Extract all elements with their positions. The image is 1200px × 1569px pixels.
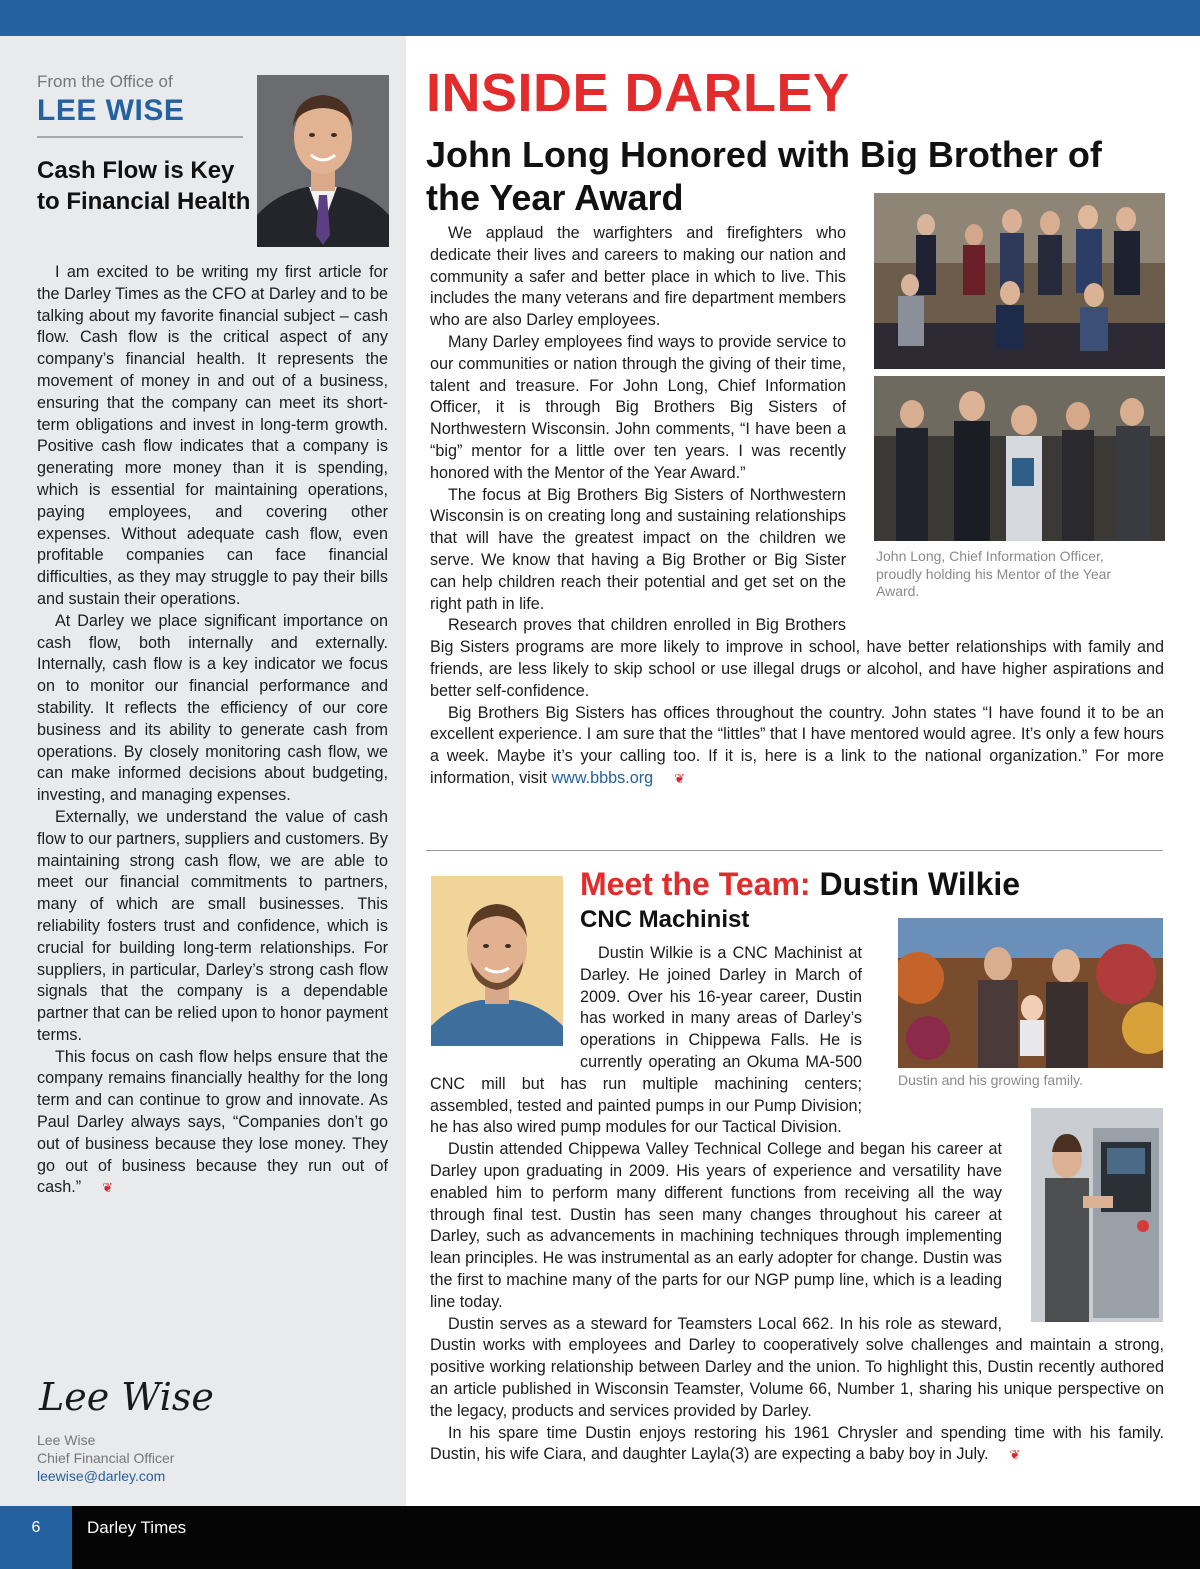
article-title: John Long Honored with Big Brother of the Year Award [426, 134, 1102, 218]
sidebar-paragraph: At Darley we place significant importance on cash flow, both internally and externally. Internally, cash flow is a key indicator we focus on to monitor our financial performance and stability. It reflects the efficiency of our core business and its ability to generate cash from operations. By closely monitoring cash flow, we can make informed decisions about budgeting, investing, and managing expenses. [37, 611, 388, 805]
lee-wise-headshot [257, 75, 389, 247]
team-paragraph [430, 1423, 1164, 1467]
photo-spacer [876, 943, 1164, 1098]
article-paragraph: Many Darley employees find ways to provide service to our communities or nation through the giving of their time, talent and treasure. For John Long, Chief Information Officer, it is through Big Brothers Big Sisters of Northwestern Wisconsin. John comments, “I have been a “big” mentor for a little over ten years. I was recently honored with the Mentor of the Year Award.” [430, 332, 846, 482]
signature-image [37, 1376, 237, 1420]
article-paragraph: Research proves that children enrolled in Big Brothers Big Sisters programs are more likely to improve in school, have better relationships with family and friends, are less likely to skip school or use illegal drugs or alcohol, and have higher aspirations and better self-confidence. [430, 616, 1164, 700]
team-last-paragraph: In his spare time Dustin enjoys restoring his 1961 Chrysler and spending time with his family. Dustin, his wife Ciara, and daughter Layla(3) are expecting a baby boy in July. [430, 1423, 1164, 1464]
photo-spacer [1016, 1106, 1164, 1316]
sidebar-article-title: Cash Flow is Key to Financial Health [37, 157, 251, 215]
from-office-label: From the Office of [37, 72, 173, 91]
article-paragraph: The focus at Big Brothers Big Sisters of Northwestern Wisconsin is on creating long and sustaining relationships that will have the greatest impact on the children we serve. We know that having a Big Brother or Big Sister can help children reach their potential and get set on the right path in life. [430, 485, 846, 613]
article-body [430, 223, 1164, 790]
article-paragraph [430, 703, 1164, 790]
sidebar-paragraph [37, 1047, 388, 1200]
section-title: INSIDE DARLEY [426, 63, 850, 123]
team-paragraph: Dustin attended Chippewa Valley Technical College and began his career at Darley upon graduating in 2009. His years of experience and versatility have enabled him to perform many different functions from receiving all the way through final test. Dustin has seen many changes throughout his career at Darley, such as advancements in machining techniques through implementing lean principles. He was instrumental as an early adopter for change. Dustin was the first to machine many of the parts for our NGP pump line, which is a leading line today. [430, 1140, 1002, 1311]
article-paragraph: We applaud the warfighters and firefighters who dedicate their lives and careers to making our nation and community a safer and better place in which to live. This includes the many veterans and fire department members who are also Darley employees. [430, 224, 846, 330]
sidebar-divider [37, 136, 243, 138]
team-article-body [430, 943, 1164, 1466]
sidebar-paragraph: Externally, we understand the value of cash flow to our partners, suppliers and customers. By maintaining strong cash flow, we are able to meet our financial commitments to partners, many of which are small businesses. This reliability fosters trust and confidence, which is crucial for building long-term relationships. For suppliers, in particular, Darley’s strong cash flow signals that the company is a dependable partner that can be relied upon to honor payment terms. [37, 807, 388, 1044]
photo-spacer [430, 943, 580, 1053]
meet-the-team-label: Meet the Team: [580, 866, 811, 902]
sidebar-article-body [37, 262, 388, 1199]
top-banner [0, 0, 1200, 36]
author-name: LEE WISE [37, 94, 185, 127]
signer-name: Lee Wise [37, 1432, 96, 1448]
sidebar-paragraph-text: This focus on cash flow helps ensure that the company remains financially healthy for the long term and can continue to grow and innovate. As Paul Darley always says, “Companies don’t go out of business because they lose money. They go out of business because they run out of cash.” [37, 1047, 388, 1197]
flame-endmark-icon: ❦ [674, 770, 686, 786]
bbbs-link[interactable]: www.bbbs.org [551, 768, 654, 787]
article-last-paragraph: Big Brothers Big Sisters has offices throughout the country. John states “I have found it to be an excellent experience. I am sure that the “littles” that I have mentored would agree. It’s only a few hours a week. Maybe it’s your calling too. If it is, here is a link to the national organization.” For more information, visit [430, 703, 1164, 787]
signer-title: Chief Financial Officer [37, 1450, 175, 1466]
signer-email-link[interactable]: leewise@darley.com [37, 1468, 166, 1484]
page-number-box [0, 1506, 72, 1569]
page-footer [0, 1506, 1200, 1569]
flame-endmark-icon: ❦ [1009, 1447, 1021, 1463]
flame-endmark-icon: ❦ [102, 1180, 113, 1196]
section-divider [426, 850, 1163, 851]
sidebar-paragraph: I am excited to be writing my first article for the Darley Times as the CFO at Darley and to be talking about my favorite financial subject – cash flow. Cash flow is the critical aspect of any company’s financial health. It represents the movement of money in and out of a business, ensuring that the company can meet its short-term obligations and invest in long-term growth. Positive cash flow indicates that a company is generating more money than it is spending, which is essential for maintaining operations, paying employees, and covering other expenses. Without adequate cash flow, even profitable companies can face financial difficulties, as they may struggle to pay their bills and sustain their operations. [37, 263, 388, 608]
photo-column-spacer [864, 223, 1164, 635]
employee-role: CNC Machinist [580, 906, 750, 933]
team-paragraph: Dustin serves as a steward for Teamsters Local 662. In his role as steward, Dustin works with employees and Darley to cooperatively solve challenges and maintain a strong, positive working relationship between Darley and the union. To highlight this, Dustin recently authored an article published in Wisconsin Teamster, Volume 66, Number 1, sharing his unique perspective on the legacy, products and services provided by Darley. [430, 1314, 1164, 1420]
award-photo-caption: John Long, Chief Information Officer, proudly holding his Mentor of the Year Award. [876, 548, 1112, 599]
employee-name: Dustin Wilkie [819, 866, 1021, 902]
family-photo-caption: Dustin and his growing family. [898, 1072, 1083, 1088]
publication-title: Darley Times [87, 1518, 187, 1537]
page-number: 6 [31, 1519, 41, 1536]
team-paragraph: Dustin Wilkie is a CNC Machinist at Darley. He joined Darley in March of 2009. Over his 16-year career, Dustin has worked in many areas of Darley’s operations in Chippewa Falls. He is currently operating an Okuma MA-500 CNC mill but has run multiple machining centers; assembled, tested and painted pumps in our Pump Division; he has also wired pump modules for our Tactical Division. [430, 944, 862, 1137]
signature-text: Lee Wise [39, 1376, 214, 1419]
meet-the-team-heading [580, 866, 1020, 903]
